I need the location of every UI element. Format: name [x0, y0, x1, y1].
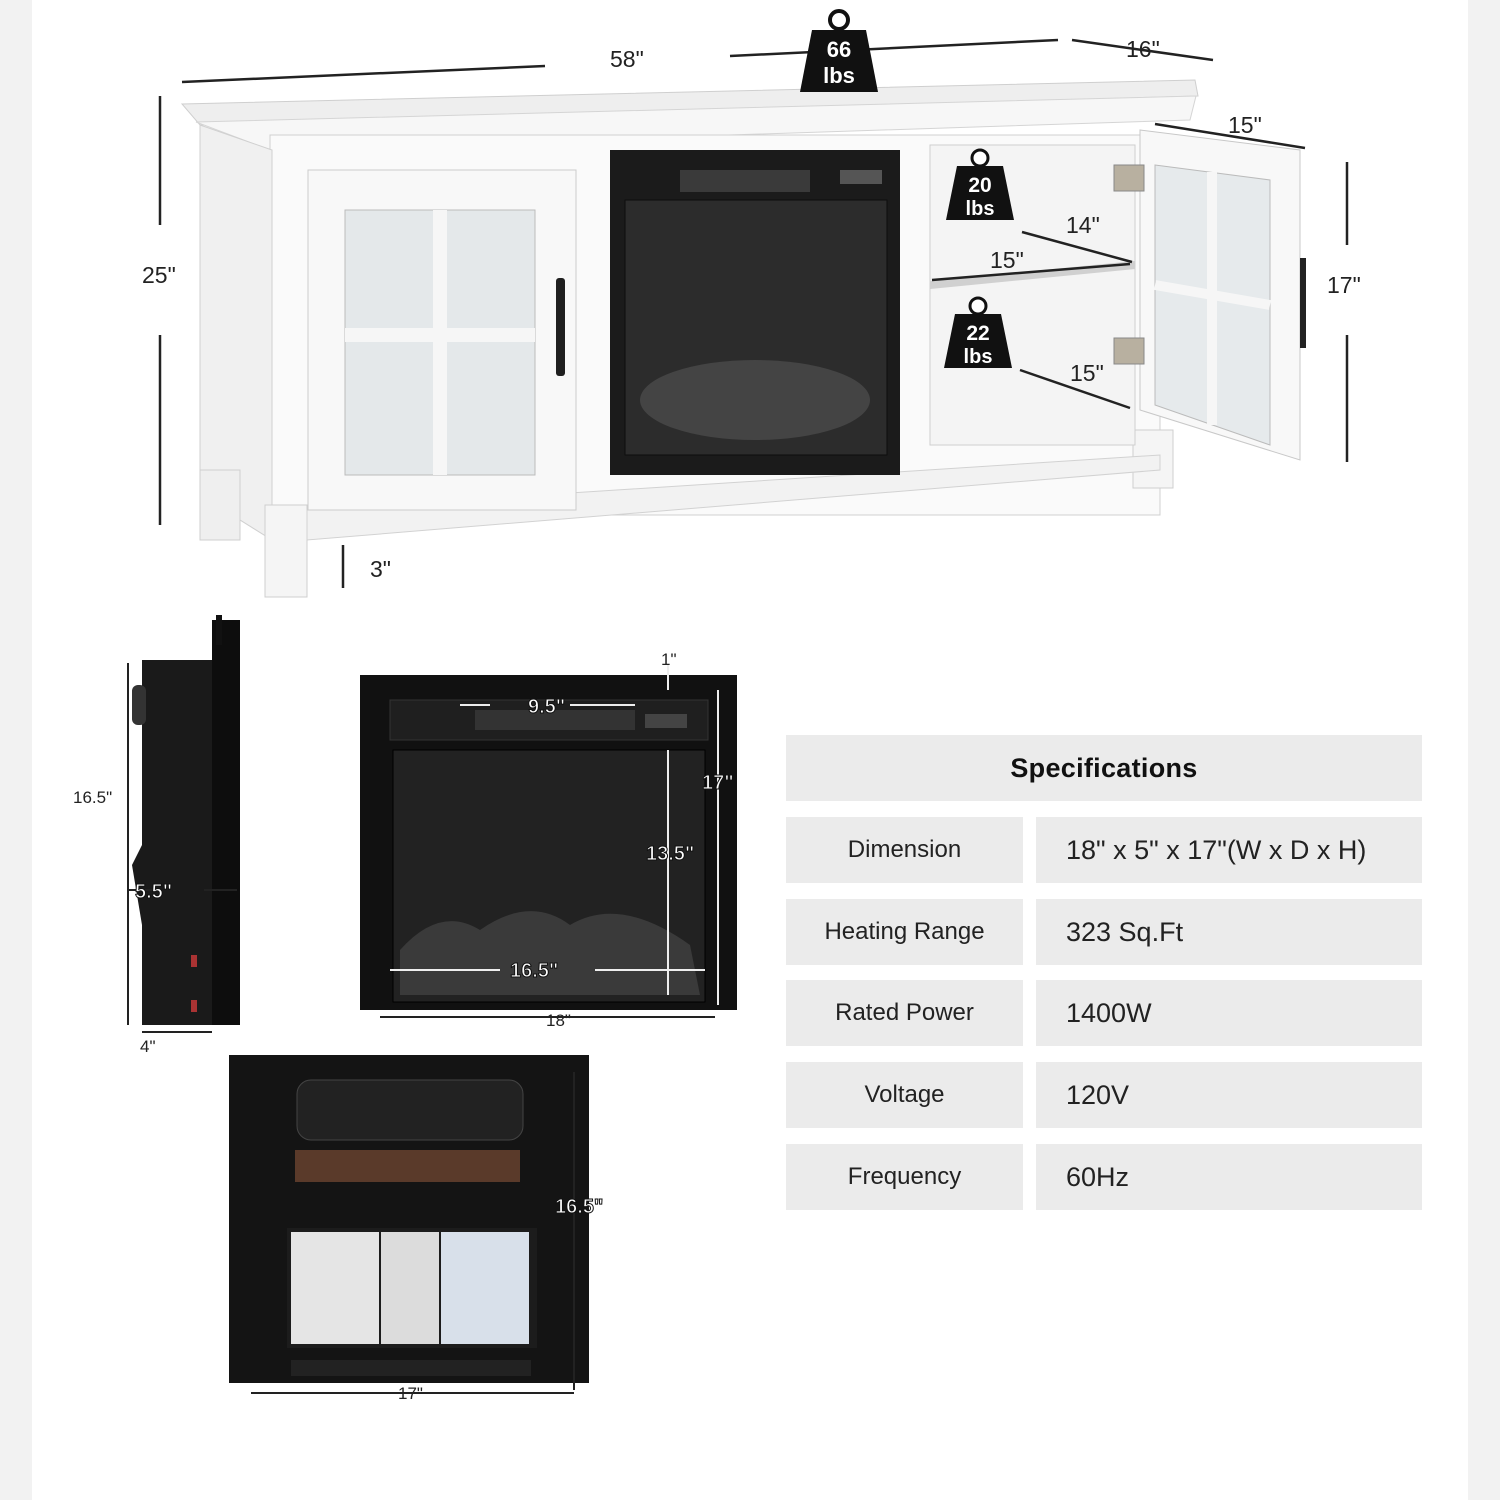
spec-row: [786, 1144, 1422, 1210]
svg-text:lbs: lbs: [963, 346, 993, 368]
back-height-label: 16.5": [555, 1196, 604, 1218]
stand-height-label: 25": [142, 262, 176, 288]
opening-width-label: 16.5": [510, 960, 559, 982]
spec-value: 60Hz: [1036, 1144, 1422, 1210]
side-bottom-label: 4": [140, 1037, 156, 1056]
spec-label: Rated Power: [786, 980, 1023, 1046]
shelf-depth-label: 14": [1066, 212, 1100, 238]
spec-label: Frequency: [786, 1144, 1023, 1210]
opening-height-label: 13.5": [646, 843, 695, 865]
spec-row: [786, 1062, 1422, 1128]
leg-height-label: 3": [370, 556, 391, 582]
svg-text:lbs: lbs: [965, 198, 995, 220]
spec-label: Voltage: [786, 1062, 1023, 1128]
lower-depth-label: 15": [1070, 360, 1104, 386]
side-depth-label: 5.5": [135, 881, 173, 903]
svg-text:22: 22: [966, 322, 990, 345]
spec-row: [786, 980, 1422, 1046]
svg-text:20: 20: [968, 174, 992, 197]
side-height-label: 16.5": [73, 788, 113, 807]
back-width-label: 17": [398, 1384, 423, 1403]
svg-text:lbs: lbs: [823, 63, 855, 88]
fireplace-back-view: [229, 1050, 591, 1400]
spec-row: [786, 817, 1422, 883]
svg-text:66: 66: [826, 37, 852, 62]
fireplace-side-view: [92, 615, 252, 1055]
cabinet-height-label: 17": [1327, 272, 1361, 298]
spec-table-title: Specifications: [786, 735, 1422, 801]
spec-value: 1400W: [1036, 980, 1422, 1046]
door-width-label: 15": [1228, 112, 1262, 138]
spec-value: 18" x 5" x 17"(W x D x H): [1036, 817, 1422, 883]
front-height-label: 17": [702, 772, 734, 794]
spec-value: 120V: [1036, 1062, 1422, 1128]
front-top-offset-label: 1": [661, 650, 677, 669]
spec-label: Dimension: [786, 817, 1023, 883]
shelf-width-label: 15": [990, 247, 1024, 273]
weight-icon: [800, 11, 878, 92]
spec-value: 323 Sq.Ft: [1036, 899, 1422, 965]
stand-depth-label: 16": [1126, 36, 1160, 62]
product-image: [32, 0, 1468, 1500]
spec-row: [786, 899, 1422, 965]
front-width-label: 18": [546, 1011, 571, 1030]
heater-width-label: 9.5": [528, 696, 566, 718]
spec-label: Heating Range: [786, 899, 1023, 965]
stand-width-label: 58": [610, 46, 644, 72]
tv-stand-illustration: [0, 0, 1500, 620]
